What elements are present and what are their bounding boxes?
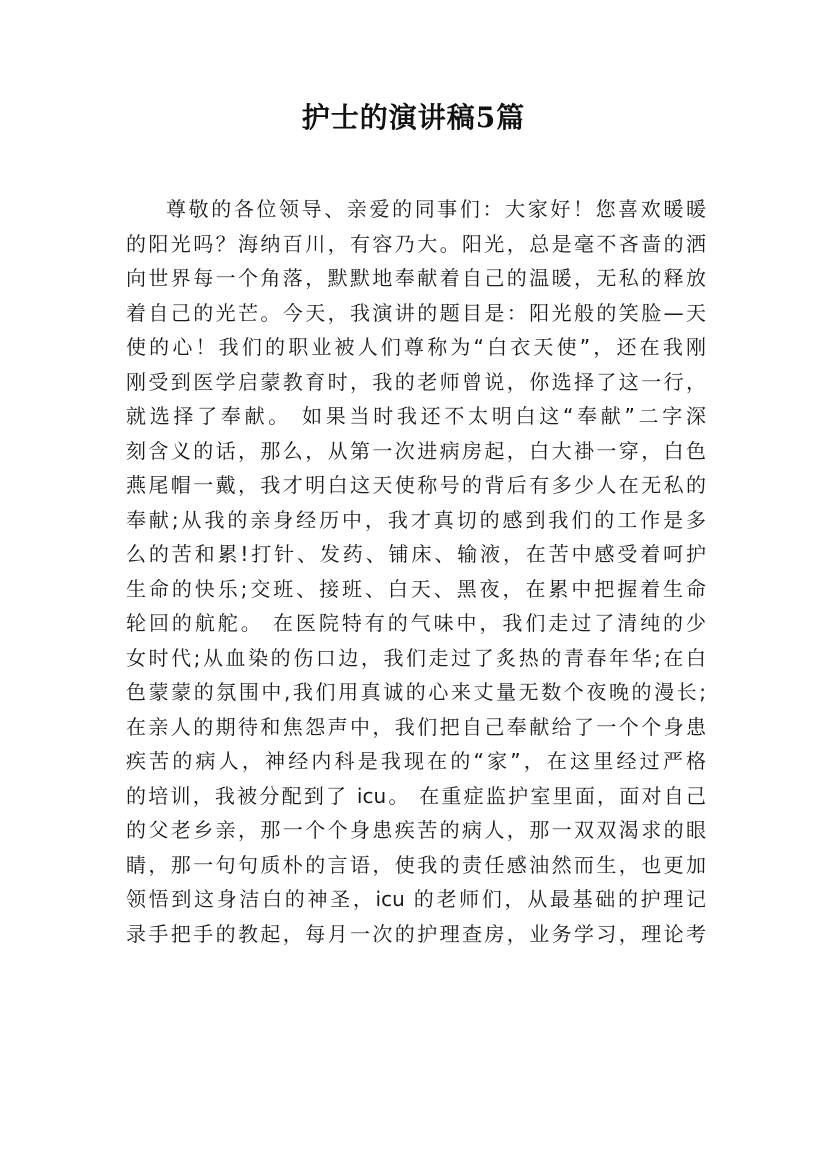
text-line: 燕尾帽一戴，我才明白这天使称号的背后有多少人在无私的 (126, 473, 706, 497)
text-line: 在亲人的期待和焦怨声中，我们把自己奉献给了一个个身患 (126, 714, 706, 739)
text-line: 轮回的航舵。 在医院特有的气味中，我们走过了清纯的少 (126, 611, 706, 635)
text-line: 生命的快乐;交班、接班、白天、黑夜，在累中把握着生命 (126, 576, 706, 601)
text-line: 着自己的光芒。今天，我演讲的题目是：阳光般的笑脸—天 (126, 300, 706, 325)
text-line: 使的心！我们的职业被人们尊称为“白衣天使”，还在我刚 (126, 335, 706, 359)
text-line: 疾苦的病人，神经内科是我现在的“家”，在这里经过严格 (126, 749, 706, 773)
text-line: 的培训，我被分配到了 icu。 在重症监护室里面，面对自己 (126, 783, 706, 808)
text-line: 色蒙蒙的氛围中,我们用真诚的心来丈量无数个夜晚的漫长; (126, 680, 706, 704)
body-paragraph (126, 192, 706, 951)
page-title: 护士的演讲稿5篇 (301, 101, 526, 134)
text-line: 女时代;从血染的伤口边，我们走过了炙热的青春年华;在白 (126, 645, 706, 670)
text-line: 的阳光吗？海纳百川，有容乃大。阳光，总是毫不吝啬的洒 (126, 231, 706, 256)
text-line: 么的苦和累!打针、发药、铺床、输液，在苦中感受着呵护 (126, 542, 706, 566)
text-line: 尊敬的各位领导、亲爱的同事们：大家好！您喜欢暖暖 (166, 197, 706, 221)
text-line: 的父老乡亲，那一个个身患疾苦的病人，那一双双渴求的眼 (126, 818, 706, 842)
text-line: 睛，那一句句质朴的言语，使我的责任感油然而生，也更加 (126, 852, 706, 877)
text-line: 刚受到医学启蒙教育时，我的老师曾说，你选择了这一行， (126, 369, 706, 394)
text-line: 奉献;从我的亲身经历中，我才真切的感到我们的工作是多 (126, 507, 706, 532)
text-line: 刻含义的话，那么，从第一次进病房起，白大褂一穿，白色 (126, 438, 706, 463)
text-line: 就选择了奉献。 如果当时我还不太明白这“奉献”二字深 (126, 404, 706, 428)
text-line: 向世界每一个角落，默默地奉献着自己的温暖，无私的释放 (126, 266, 706, 290)
text-line: 领悟到这身洁白的神圣，icu 的老师们，从最基础的护理记 (126, 887, 706, 911)
text-line: 录手把手的教起，每月一次的护理查房，业务学习，理论考 (126, 921, 706, 946)
